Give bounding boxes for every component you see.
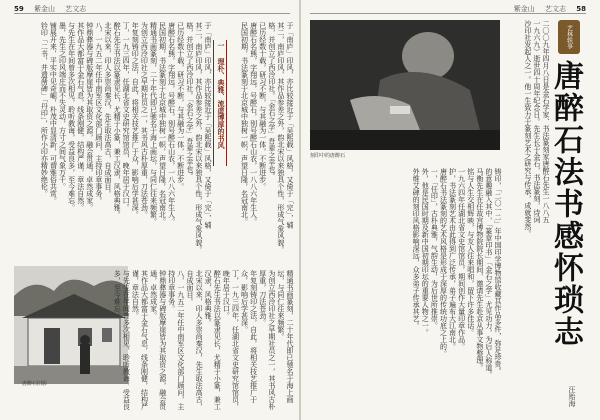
left-column: 北宋以来，印人多崇尚秦汉，先生取法高古，自成面目。 [185,270,204,410]
left-column: 已历经数十载，研习不断，与其融为一体，不断进步。 [176,22,185,190]
left-column: 钤印「二书，井遗凿碑」「丹印」，所作小印亦精妙绝伦。 [40,22,49,197]
right-column: 一九六九）逝世四十周年纪念日。先生长于金石，书法篆刻，诗词 [532,20,541,223]
left-column: 于「南庐」印风，亦比较接近于「吴熙载」风格，又倚于「完」，辅 [204,22,212,229]
left-column: 唐醉石名熊，字翔远，号醉石，别号醉石山农，一八八六年生人。 [249,22,258,225]
left-column: 为创立西泠印社之早期社员之一，其书风古朴厚重，刀法苍劲。 [140,22,149,218]
left-column: 与先生在年间曾多次相见，聆听教诲，受益良多，至今难忘。 [67,22,76,211]
right-page-number: 58 [576,5,586,13]
photo-man-carving-seal [310,20,500,150]
left-column: 八，一九五二年任中南军区文化部门顾问，主持印章事务。 [167,270,185,410]
right-column: 铭与人生交相辉映，与友人往来唱和，留下许多佳话。 [466,168,475,336]
article-title: 唐醉石法书感怀琐志 [548,60,583,348]
right-header-rule [310,13,586,14]
left-column: 墨，先生之印风端庄而不失灵动，方寸之间气象万千。 [58,22,67,190]
left-column: 钟鼎彝器与碑版摩崖皆为其取资之源，融会贯通，卓然成家。 [85,22,94,211]
right-column: 一，「任印」，古朴典雅，气韵生动，为后世所推崇。 [430,168,439,329]
article-author: 汪贻海 [568,386,576,407]
right-column: 外维艾碑的刻印风格影响深远，众多弟子传承其艺。 [412,168,421,329]
left-column: 精通书画篆刻，二十年代即已驰名于海上画坛，与同仁往来频繁。 [149,22,158,225]
left-column: 与先生在年间曾多次相见，聆听教诲，受益良多，至今难忘。 [113,270,131,410]
left-column: 年复刻铸印之法，自此，将相关技艺推广于众，影响后学甚深。 [131,22,140,218]
left-column: 于「南庐」印风，亦比较接近于「吴熙载」风格，又倚于「完」，辅 [286,22,294,229]
left-column: 精通书画篆刻，二十年代即已驰名于海上画坛，与同仁往来频繁。 [276,270,294,403]
left-column: 丁，一九三四年，任湖北省文史研究馆馆员，晚年居于汉口。 [222,270,240,410]
left-column: 为创立西泠印社之早期社员之一，其书风古朴厚重，刀法苍劲。 [258,270,276,410]
page-gutter [299,0,301,420]
left-column: 其二，南庐印风，其作品参差之外，韵北宋以来独具个性，形成气象风貌。 [194,22,203,253]
right-page-intro-text [504,20,550,400]
left-column: 民国初期，书法篆刻于北京城中独树一帜，声望日隆，名冠南北。 [158,22,167,225]
left-column: 醉石先生书法以篆隶见长，尤精于小篆，兼工汉隶，风格典雅。 [204,270,222,410]
right-column: 铸印，「二〇一二」年中国印学博物馆收藏其作品多件，弥足珍贵。 [494,168,502,375]
left-page-number: 59 [14,5,24,13]
left-page-upper-right-text [232,22,294,266]
right-magazine-name: 紫金山 [513,5,535,13]
column-badge: 艺林轶事 [558,20,580,54]
left-column: 已历经数十载，研习不断，与其融为一体，不断进步。 [258,22,267,190]
right-column: 一九六四年任湖北省文史馆馆员，期间创作大量印章作品。 [457,168,466,350]
left-page-lower-text [113,270,294,410]
right-column: 护，书法篆刻艺术由此得到广泛传承，弟子遍布大江南北。 [448,168,457,350]
left-column: 唐醉石名熊，字翔远，号醉石，别号醉石山农，一八八六年生人。 [167,22,176,225]
left-column: 格，并创立了西泠印社。「金石之学」吾辈之幸也。 [185,22,194,180]
section-heading: 一 理朴、典雅、流虚博厚的书风 [213,40,227,166]
left-section-name: 艺文志 [65,5,87,13]
left-column: 其作品大都富于金石气息，线条刚健，结构严谨，章法自然。 [76,22,85,211]
left-column: 格，并创立了西泠印社。「金石之学」吾辈之幸也。 [267,22,276,180]
right-page-body-text [310,168,502,410]
left-header-rule [14,13,290,14]
left-column: 八，一九五二年任中南军区文化部门顾问，主持印章事务。 [94,22,103,204]
left-column: 其二，南庐印风，其作品参差之外，韵北宋以来独具个性，形成气象风貌。 [276,22,285,253]
left-column: 铺展开来，平实中见奇崛，朴茂中显清新，可谓雅俗共赏。 [49,22,58,204]
left-column: 北宋以来，印人多崇尚秦汉，先生取法高古，自成面目。 [103,22,112,197]
caption-photo-left: 唐醉石旧影 [22,381,48,387]
photo-old-building [14,266,128,384]
right-column: 外，他是民国时期及新中国初期印坛的重要人物之一。 [421,168,430,336]
right-column: 沙印社发起人之一。他一生致力于篆刻艺术之研究与传承，成就斐然。 [523,20,532,237]
right-section-name: 艺文志 [545,5,567,13]
left-column: 民国初期，书法篆刻于北京城中独树一帜，声望日隆，名冠南北。 [240,22,249,225]
right-column: 的意趣融入其中，「篆章印书」「金石之学」尤见功力，为后人称道。 [484,168,493,378]
left-column: 其作品大都富于金石气息，线条刚健，结构严谨，章法自然。 [131,270,149,410]
left-column: 醉石先生书法以篆隶见长，尤精于小篆，兼工汉隶，风格典雅。 [113,22,122,218]
left-page-body-text [16,22,212,266]
right-column: 二〇〇九年四月八日是金石学家、书法篆刻家唐醉石先生一八八五 [542,20,550,223]
left-magazine-name: 紫金山 [33,5,55,13]
caption-photo-right: 刻印中的唐醉石 [310,153,346,159]
left-column: 年复刻铸印之法，自此，将相关技艺推广于众，影响后学甚深。 [240,270,258,403]
right-column: 唐醉石书法篆刻的艺术风格是形成于深厚的传统功底之上的。 [439,168,448,357]
left-column: 丁，一九三四年，任湖北省文史研究馆馆员，晚年居于汉口。 [122,22,131,211]
left-column: 钟鼎彝器与碑版摩崖皆为其取资之源，融会贯通，卓然成家。 [149,270,167,410]
right-column: 马衡先生在任故宫博物院院长期间，邀请先生赴京从事文物整理。 [475,168,484,371]
